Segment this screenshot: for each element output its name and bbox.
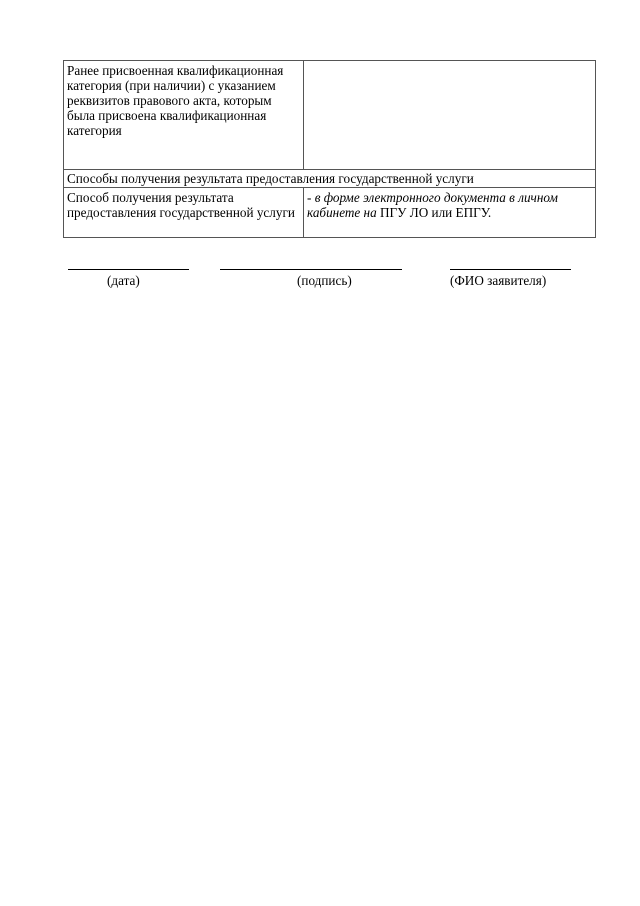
qualification-row [64, 61, 596, 170]
method-row [64, 188, 596, 238]
qualification-label: Ранее присвоенная квалификационная категория (при наличии) с указанием реквизитов правового акта, которым была присвоена квалификационная категория [64, 61, 304, 170]
method-value-italic: - в форме электронного документа в личном кабинете на [307, 190, 558, 220]
signature-line [220, 269, 402, 270]
application-form-table [63, 60, 596, 238]
signature-label: (подпись) [297, 273, 352, 288]
section-header: Способы получения результата предоставления государственной услуги [64, 170, 596, 188]
name-label: (ФИО заявителя) [450, 273, 547, 288]
date-line [68, 269, 189, 270]
method-label: Способ получения результата предоставления государственной услуги [64, 188, 304, 238]
method-value-plain: ПГУ ЛО или ЕПГУ. [376, 205, 492, 220]
name-line [450, 269, 571, 270]
qualification-value [304, 61, 596, 170]
date-label: (дата) [107, 273, 140, 288]
section-header-row [64, 170, 596, 188]
method-value [304, 188, 596, 238]
